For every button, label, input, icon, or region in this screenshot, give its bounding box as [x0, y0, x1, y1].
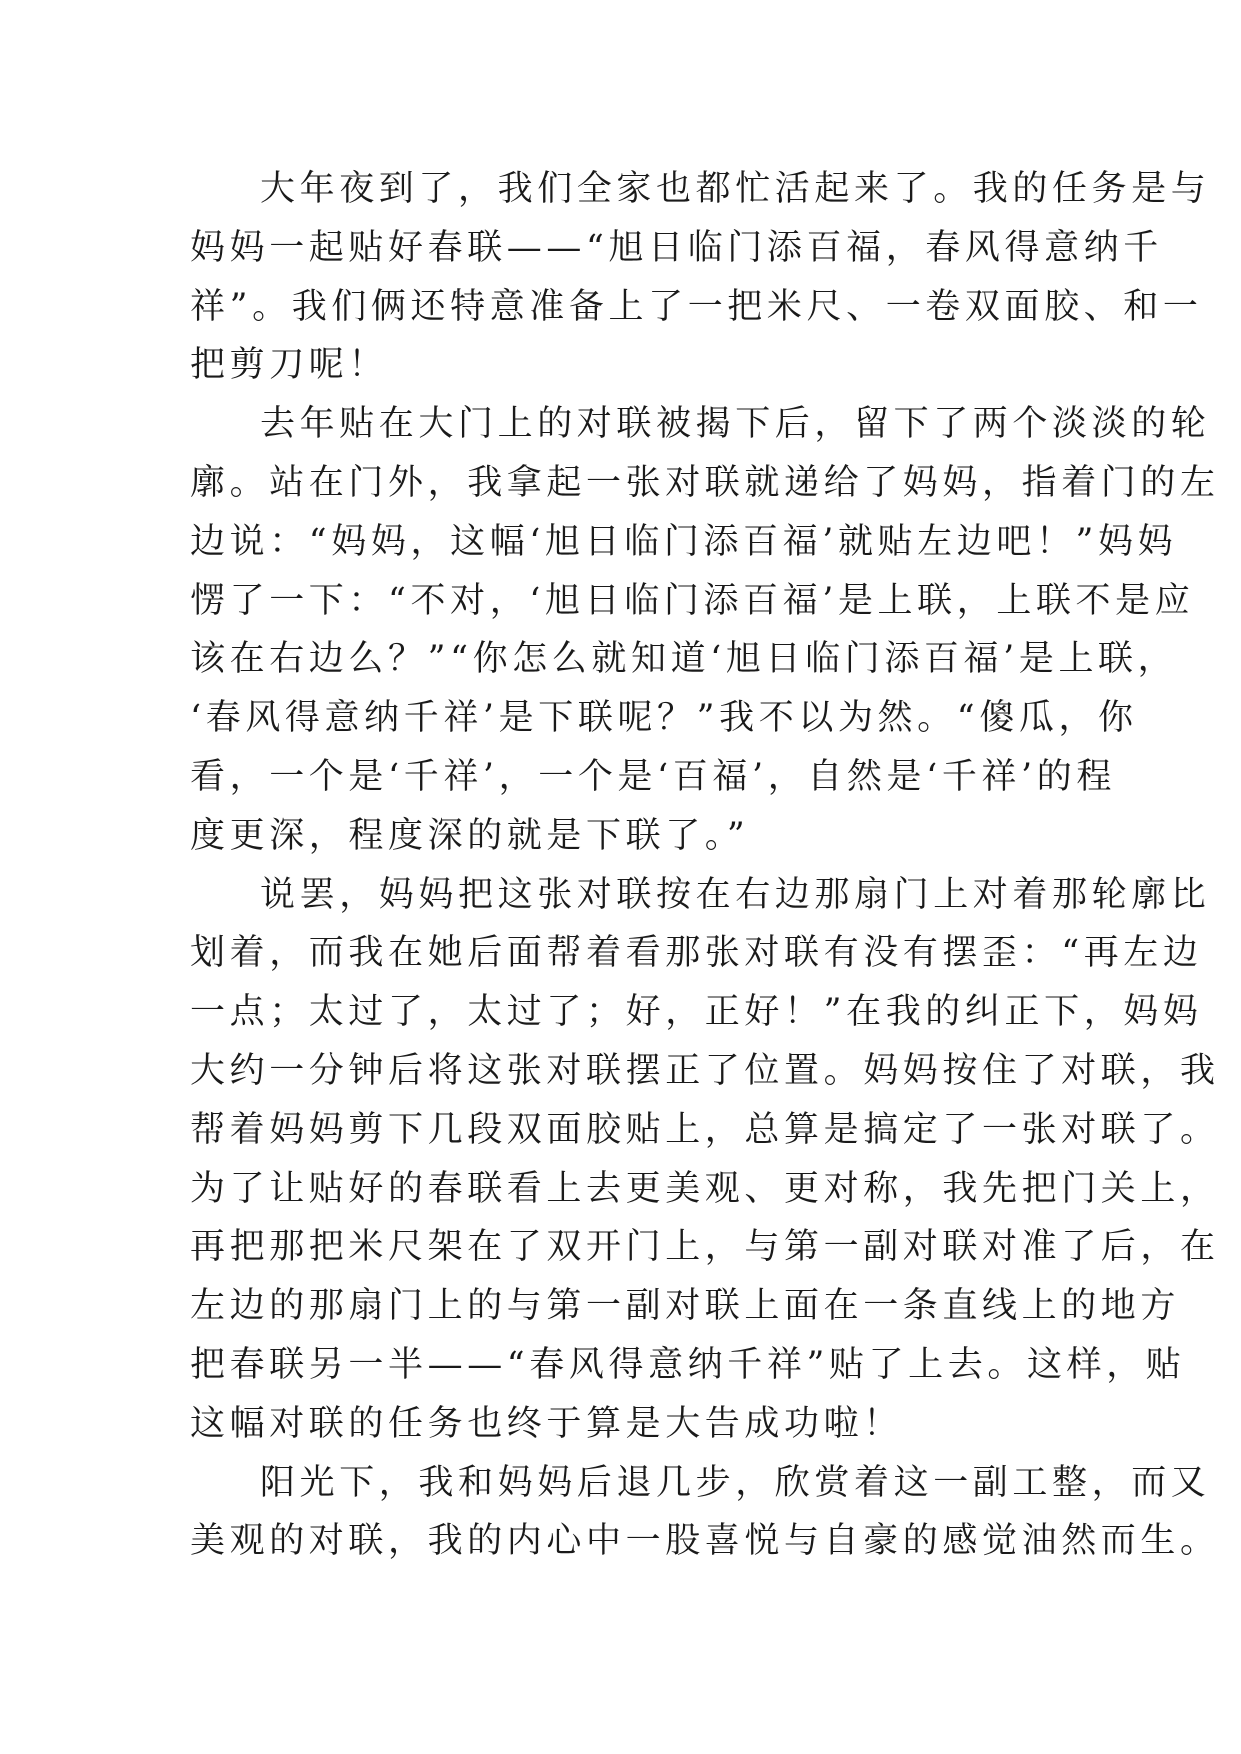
text-line: 这幅对联的任务也终于算是大告成功啦！	[190, 1403, 903, 1444]
text-line: 帮着妈妈剪下几段双面胶贴上，总算是搞定了一张对联了。	[190, 1109, 1220, 1150]
text-line: 美观的对联，我的内心中一股喜悦与自豪的感觉油然而生。	[190, 1521, 1220, 1562]
text-line: ‘春风得意纳千祥’是下联呢？”我不以为然。“傻瓜，你	[190, 698, 1138, 739]
text-line: 该在右边么？”“你怎么就知道‘旭日临门添百福’是上联，	[190, 639, 1178, 680]
text-line: 再把那把米尺架在了双开门上，与第一副对联对准了后，在	[190, 1227, 1220, 1268]
text-line: 说罢，妈妈把这张对联按在右边那扇门上对着那轮廓比	[260, 874, 1211, 915]
text-line: 一点；太过了，太过了；好，正好！”在我的纠正下，妈妈	[190, 992, 1203, 1033]
text-line: 左边的那扇门上的与第一副对联上面在一条直线上的地方	[190, 1286, 1181, 1327]
paragraph-4	[190, 1454, 1220, 1572]
paragraph-1	[190, 160, 1211, 395]
text-line: 阳光下，我和妈妈后退几步，欣赏着这一副工整，而又	[260, 1462, 1211, 1503]
paragraph-3	[190, 866, 1220, 1454]
essay-body	[190, 160, 1220, 1571]
text-line: 大年夜到了，我们全家也都忙活起来了。我的任务是与	[260, 169, 1211, 209]
text-line: 把剪刀呢！	[190, 345, 389, 386]
text-line: 廓。站在门外，我拿起一张对联就递给了妈妈，指着门的左	[190, 462, 1220, 503]
text-line: 边说：“妈妈，这幅‘旭日临门添百福’就贴左边吧！”妈妈	[190, 521, 1178, 562]
text-line: 把春联另一半——“春风得意纳千祥”贴了上去。这样，贴	[190, 1344, 1186, 1385]
text-line: 去年贴在大门上的对联被揭下后，留下了两个淡淡的轮	[260, 404, 1211, 445]
text-line: 大约一分钟后将这张对联摆正了位置。妈妈按住了对联，我	[190, 1050, 1220, 1091]
text-line: 看，一个是‘千祥’，一个是‘百福’，自然是‘千祥’的程	[190, 756, 1116, 797]
text-line: 划着，而我在她后面帮着看那张对联有没有摆歪：“再左边	[190, 933, 1203, 974]
text-line: 度更深，程度深的就是下联了。”	[190, 815, 750, 856]
text-line: 为了让贴好的春联看上去更美观、更对称，我先把门关上，	[190, 1168, 1220, 1209]
text-line: 愣了一下：“不对，‘旭日临门添百福’是上联，上联不是应	[190, 580, 1195, 621]
paragraph-2	[190, 395, 1220, 865]
text-line: 祥”。我们俩还特意准备上了一把米尺、一卷双面胶、和一	[190, 286, 1203, 327]
text-line: 妈妈一起贴好春联——“旭日临门添百福，春风得意纳千	[190, 227, 1163, 268]
